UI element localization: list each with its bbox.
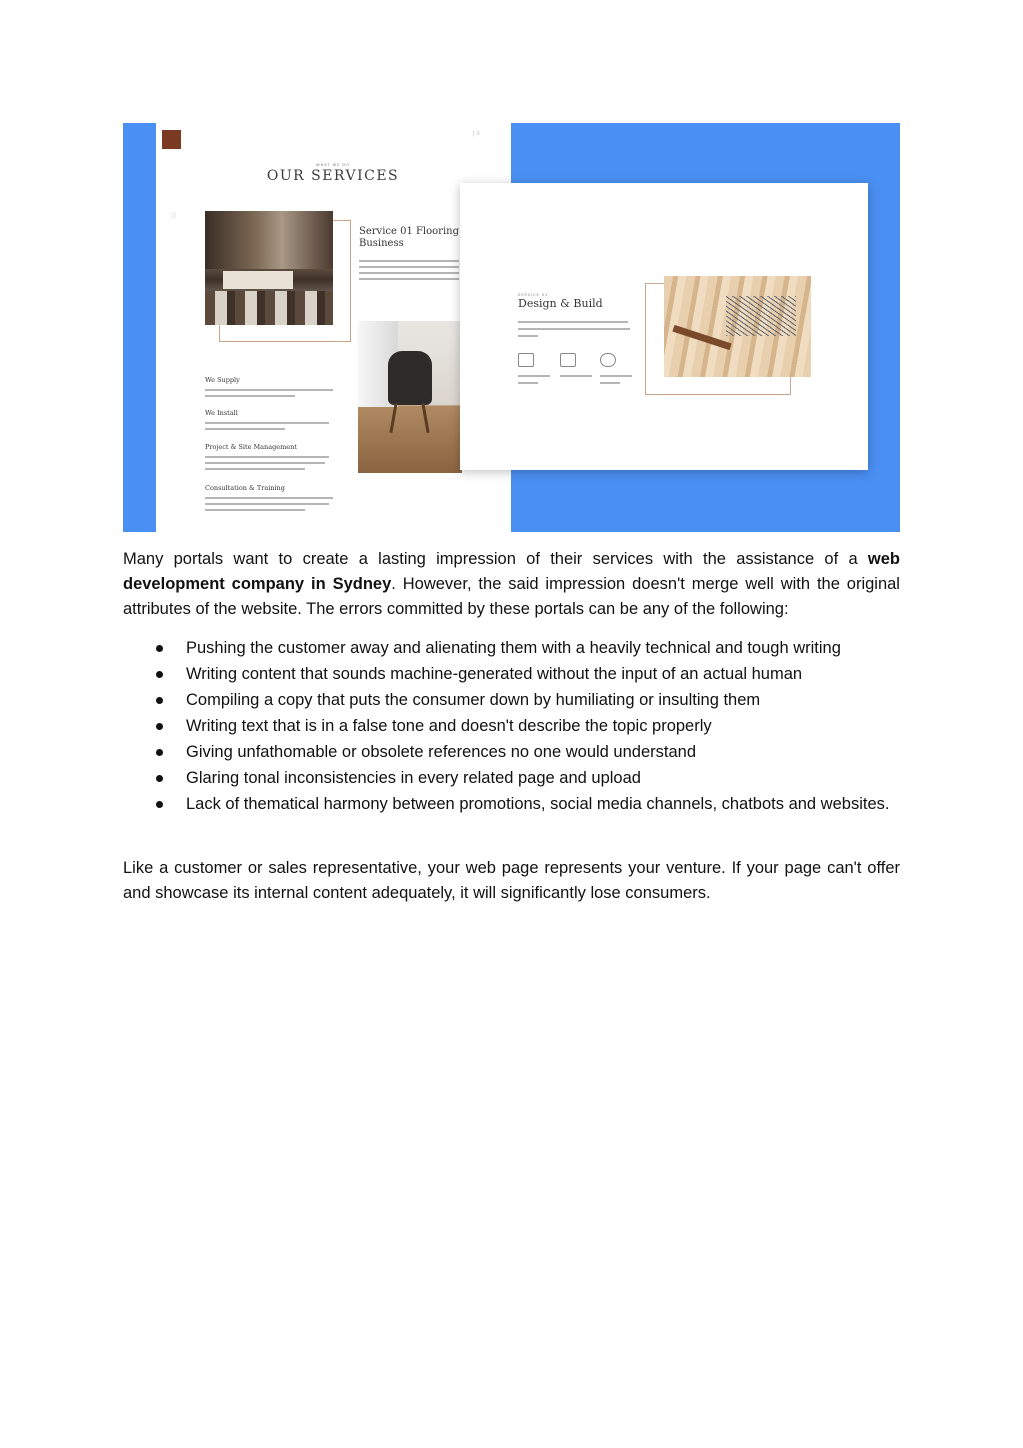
text-line — [205, 389, 333, 391]
hero-image — [123, 123, 900, 532]
drill-icon — [560, 353, 576, 367]
list-item: Lack of thematical harmony between promotions, social media channels, chatbots and websites. — [123, 792, 900, 818]
service1-heading: Service 01 Flooring Business — [359, 226, 459, 249]
interior-photo — [205, 211, 333, 325]
menu-icon: | ≡ — [473, 131, 480, 137]
chair-photo — [358, 321, 462, 473]
text-line — [359, 278, 459, 280]
text-line — [518, 328, 630, 330]
services-eyebrow: WHAT WE DO — [316, 163, 350, 167]
list-item: Glaring tonal inconsistencies in every related page and upload — [123, 766, 900, 792]
errors-list — [123, 636, 900, 818]
intro-paragraph — [123, 547, 900, 622]
text-line — [359, 260, 459, 262]
icon-caption — [600, 375, 632, 377]
blue-background-left — [123, 123, 156, 532]
design-build-card — [460, 183, 868, 470]
list-item: Giving unfathomable or obsolete references no one would understand — [123, 740, 900, 766]
list-heading: Consultation & Training — [205, 484, 285, 492]
worker-icon — [600, 353, 616, 367]
card-eyebrow: SERVICE 02 — [518, 293, 549, 297]
brand-logo — [162, 130, 181, 149]
web-development-link[interactable]: web development company in Sydney — [123, 550, 900, 593]
text-line — [205, 468, 305, 470]
services-heading: OUR SERVICES — [266, 168, 400, 184]
text-line — [205, 428, 285, 430]
icon-caption — [518, 382, 538, 384]
intro-text-start: Many portals want to create a lasting impression of their services with the assistance of a — [123, 550, 868, 568]
card-heading: Design & Build — [518, 297, 603, 310]
text-line — [205, 395, 295, 397]
list-item: Writing content that sounds machine-generated without the input of an actual human — [123, 662, 900, 688]
text-line — [359, 272, 459, 274]
icon-caption — [600, 382, 620, 384]
text-line — [205, 497, 333, 499]
intro-text-end: . However, the said impression doesn't merge well with the original attributes of the website. The errors committed by these portals can be any of the following: — [123, 575, 900, 618]
grid-dots-icon: ⁞⁞ — [171, 213, 177, 220]
text-line — [518, 335, 538, 337]
text-line — [359, 266, 459, 268]
text-line — [205, 462, 325, 464]
icon-caption — [560, 375, 592, 377]
carpentry-tools-photo — [664, 276, 811, 377]
list-heading: Project & Site Management — [205, 443, 297, 451]
list-heading: We Install — [205, 409, 238, 417]
text-line — [205, 503, 329, 505]
list-heading: We Supply — [205, 376, 240, 384]
icon-caption — [518, 375, 550, 377]
list-item: Pushing the customer away and alienating them with a heavily technical and tough writing — [123, 636, 900, 662]
list-item: Compiling a copy that puts the consumer down by humiliating or insulting them — [123, 688, 900, 714]
text-line — [205, 422, 329, 424]
blueprint-icon — [518, 353, 534, 367]
text-line — [205, 509, 305, 511]
text-line — [205, 456, 329, 458]
list-item: Writing text that is in a false tone and doesn't describe the topic properly — [123, 714, 900, 740]
closing-paragraph: Like a customer or sales representative, your web page represents your venture. If your page can't offer and showcase its internal content adequately, it will significantly lose consumers. — [123, 859, 900, 902]
text-line — [518, 321, 628, 323]
